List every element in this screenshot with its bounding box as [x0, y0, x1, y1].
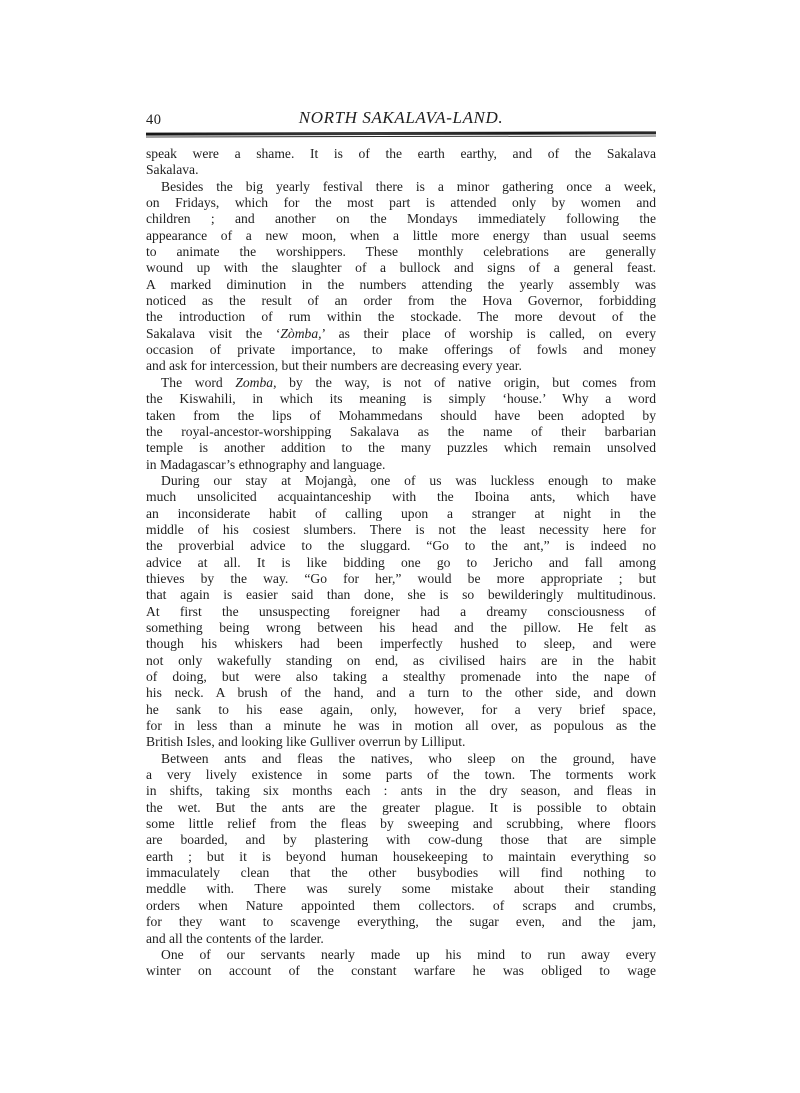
text-line: for in less than a minute he was in motion all over, as populous as the: [146, 718, 656, 734]
text-line: speak were a shame. It is of the earth earthy, and of the Sakalava: [146, 146, 656, 161]
text-line: thieves by the way. “Go for her,” would be more appropriate ; but: [146, 570, 656, 586]
text-line: At first the unsuspecting foreigner had a dreamy consciousness of: [146, 603, 656, 619]
text-line: the wet. But the ants are the greater plague. It is possible to obtain: [146, 799, 656, 815]
text-line: are boarded, and by plastering with cow-dung those that are simple: [146, 832, 656, 848]
text-line: to animate the worshippers. These monthly celebrations are generally: [146, 244, 656, 260]
text-line: The word Zomba, by the way, is not of native origin, but comes from: [161, 374, 656, 390]
text-line: much unsolicited acquaintanceship with the Iboina ants, which have: [146, 489, 656, 505]
text-line: immaculately clean that the other busybodies will find nothing to: [146, 865, 656, 881]
text-line: and all the contents of the larder.: [146, 930, 324, 946]
text-line: though his whiskers had been imperfectly hushed to sleep, and were: [146, 636, 656, 652]
text-line: occasion of private importance, to make offerings of fowls and money: [146, 342, 656, 358]
text-line: wound up with the slaughter of a bullock and signs of a general feast.: [146, 260, 656, 276]
text-line: advice at all. It is like bidding one go to Jericho and fall among: [146, 554, 656, 570]
text-line: earth ; but it is beyond human housekeeping to maintain everything so: [146, 848, 656, 864]
text-line: for they want to scavenge everything, the sugar even, and the jam,: [146, 914, 656, 930]
text-line: not only wakefully standing on end, as civilised hairs are in the habit: [146, 652, 656, 668]
text-line: and ask for intercession, but their numbers are decreasing every year.: [146, 358, 522, 374]
page-number: 40: [146, 112, 162, 128]
text-line: something being wrong between his head and the pillow. He felt as: [146, 619, 656, 635]
text-line: the Kiswahili, in which its meaning is simply ‘house.’ Why a word: [146, 391, 656, 407]
text-line: Besides the big yearly festival there is a minor gathering once a week,: [161, 178, 656, 194]
text-line: on Fridays, which for the most part is attended only by women and: [146, 195, 656, 211]
text-line: an inconsiderate habit of calling upon a stranger at night in the: [146, 505, 656, 521]
text-line: Sakalava visit the ‘Zòmba,’ as their place of worship is called, on every: [146, 325, 656, 341]
text-line: taken from the lips of Mohammedans should have been adopted by: [146, 407, 656, 423]
text-line: of doing, but were also taking a stealthy promenade into the nape of: [146, 669, 656, 684]
text-line: One of our servants nearly made up his mind to run away every: [161, 946, 656, 962]
text-line: the introduction of rum within the stockade. The more devout of the: [146, 309, 656, 325]
text-line: A marked diminution in the numbers attending the yearly assembly was: [146, 276, 656, 292]
text-line: a very lively existence in some parts of the town. The torments work: [146, 767, 656, 783]
text-line: appearance of a new moon, when a little more energy than usual seems: [146, 227, 656, 243]
text-line: he sank to his ease again, only, however, for a very brief space,: [146, 701, 656, 717]
text-line: orders when Nature appointed them collectors. of scraps and crumbs,: [146, 897, 656, 913]
text-line: the proverbial advice to the sluggard. “Go to the ant,” is indeed no: [146, 538, 656, 554]
text-line: noticed as the result of an order from the Hova Governor, forbidding: [146, 293, 656, 309]
text-block: [146, 146, 656, 980]
text-line: in Madagascar’s ethnography and language.: [146, 456, 386, 472]
text-line: the royal-ancestor-worshipping Sakalava as the name of their barbarian: [146, 423, 656, 439]
text-line: temple is another addition to the many puzzles which remain unsolved: [146, 440, 656, 456]
text-line: Sakalava.: [146, 162, 199, 178]
text-line: During our stay at Mojangà, one of us was luckless enough to make: [161, 472, 656, 488]
text-line: winter on account of the constant warfare he was obliged to wage: [146, 963, 656, 979]
text-line: his neck. A brush of the hand, and a turn to the other side, and down: [146, 685, 656, 701]
text-line: middle of his cosiest slumbers. There is not the least necessity here for: [146, 521, 656, 537]
text-line: Between ants and fleas the natives, who sleep on the ground, have: [161, 750, 656, 766]
text-line: children ; and another on the Mondays immediately following the: [146, 211, 656, 227]
text-line: in shifts, taking six months each : ants in the dry season, and fleas in: [146, 783, 656, 799]
text-line: meddle with. There was surely some mistake about their standing: [146, 881, 656, 897]
header-rule: [146, 132, 656, 138]
running-title: NORTH SAKALAVA-LAND.: [298, 108, 504, 127]
text-line: British Isles, and looking like Gulliver overrun by Lilliput.: [146, 734, 466, 750]
text-line: some little relief from the fleas by sweeping and scrubbing, where floors: [146, 816, 656, 832]
text-line: that again is easier said than done, she is so bewilderingly multitudinous.: [146, 587, 656, 603]
